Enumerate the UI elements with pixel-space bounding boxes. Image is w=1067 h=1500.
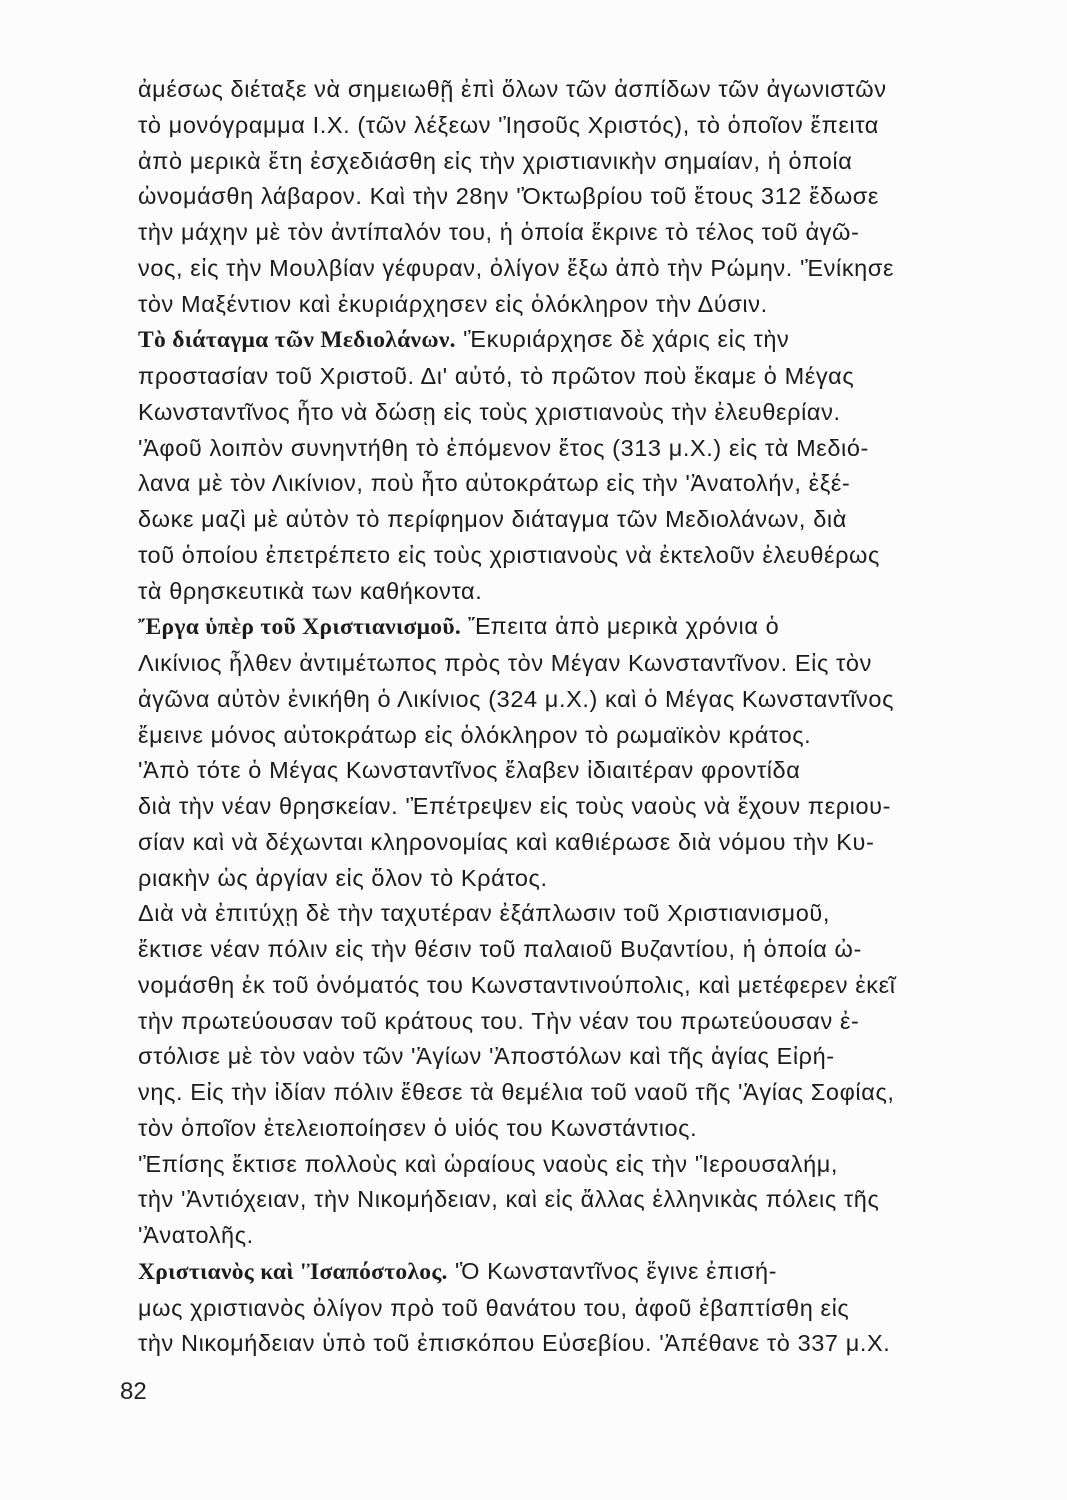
- section-heading: Χριστιανὸς καὶ 'Ἰσαπόστολος.: [138, 1258, 448, 1285]
- line-text: διὰ τὴν νέαν θρησκείαν. 'Ἐπέτρεψεν εἰς τοὺς ναοὺς νὰ ἔχουν περιου-: [138, 793, 892, 819]
- text-line: [138, 932, 984, 968]
- line-text: 'Ἀφοῦ λοιπὸν συνηντήθη τὸ ἑπόμενον ἔτος (313 μ.Χ.) εἰς τὰ Μεδιό-: [138, 434, 869, 461]
- text-line: [138, 825, 984, 861]
- text-line: [138, 753, 984, 789]
- line-text: ἀπὸ μερικὰ ἔτη ἐσχεδιάσθη εἰς τὴν χριστιανικὴν σημαίαν, ἡ ὁποία: [138, 147, 853, 174]
- line-text: προστασίαν τοῦ Χριστοῦ. Δι' αὐτό, τὸ πρῶτον ποὺ ἔκαμε ὁ Μέγας: [138, 363, 855, 389]
- text-line: [138, 609, 984, 646]
- line-text: 'Ἐκυριάρχησε δὲ χάρις εἰς τὴν: [462, 326, 790, 353]
- text-line: [138, 1147, 984, 1183]
- text-line: [138, 574, 984, 610]
- line-text: τὴν 'Ἀντιόχειαν, τὴν Νικομήδειαν, καὶ εἰς ἄλλας ἑλληνικὰς πόλεις τῆς: [138, 1186, 880, 1213]
- line-text: 'Ἐπίσης ἔκτισε πολλοὺς καὶ ὡραίους ναοὺς εἰς τὴν 'Ἱερουσαλήμ,: [138, 1150, 839, 1177]
- line-text: Ἔπειτα ἀπὸ μερικὰ χρόνια ὁ: [468, 613, 780, 640]
- text-line: [138, 682, 984, 718]
- text-line: [138, 789, 984, 825]
- line-text: ἀμέσως διέταξε νὰ σημειωθῇ ἐπὶ ὅλων τῶν ἀσπίδων τῶν ἀγωνιστῶν: [138, 76, 887, 102]
- section-heading: Ἔργα ὑπὲρ τοῦ Χριστιανισμοῦ.: [138, 614, 461, 641]
- line-text: τὴν μάχην μὲ τὸν ἀντίπαλόν του, ἡ ὁποία ἔκρινε τὸ τέλος τοῦ ἀγῶ-: [138, 219, 860, 245]
- text-line: [138, 538, 984, 574]
- line-text: τὴν πρωτεύουσαν τοῦ κράτους του. Τὴν νέαν του πρωτεύουσαν ἐ-: [138, 1007, 860, 1034]
- text-line: [138, 1291, 984, 1327]
- text-line: [138, 1218, 984, 1254]
- line-text: ἀγῶνα αὐτὸν ἐνικήθη ὁ Λικίνιος (324 μ.Χ.) καὶ ὁ Μέγας Κωνσταντῖνος: [138, 685, 894, 712]
- line-text: λανα μὲ τὸν Λικίνιον, ποὺ ἦτο αὐτοκράτωρ εἰς τὴν 'Ἀνατολήν, ἐξέ-: [138, 470, 851, 497]
- text-line: [138, 718, 984, 754]
- text-line: [138, 251, 984, 287]
- text-line: [138, 215, 984, 251]
- line-text: 'Ἀνατολῆς.: [138, 1222, 254, 1248]
- text-line: [138, 466, 984, 502]
- line-text: νος, εἰς τὴν Μουλβίαν γέφυραν, ὀλίγον ἔξω ἀπὸ τὴν Ρώμην. 'Ἐνίκησε: [138, 254, 895, 281]
- line-text: τοῦ ὁποίου ἐπετρέπετο εἰς τοὺς χριστιανοὺς νὰ ἐκτελοῦν ἐλευθέρως: [138, 541, 880, 568]
- line-text: τὸν Μαξέντιον καὶ ἐκυριάρχησεν εἰς ὁλόκληρον τὴν Δύσιν.: [138, 290, 768, 317]
- text-line: [138, 1075, 984, 1111]
- line-text: τὸν ὁποῖον ἐτελειοποίησεν ὁ υἱός του Κωνστάντιος.: [138, 1114, 698, 1141]
- line-text: 'Ὁ Κωνσταντῖνος ἔγινε ἐπισή-: [454, 1257, 778, 1284]
- line-text: ἔκτισε νέαν πόλιν εἰς τὴν θέσιν τοῦ παλαιοῦ Βυζαντίου, ἡ ὁποία ὠ-: [138, 936, 862, 962]
- text-line: [138, 431, 984, 467]
- text-line: [138, 1039, 984, 1075]
- text-line: [138, 1182, 984, 1218]
- text-line: [138, 1254, 984, 1291]
- page-number: 82: [120, 1378, 147, 1405]
- text-line: [138, 179, 984, 215]
- line-text: ἔμεινε μόνος αὐτοκράτωρ εἰς ὁλόκληρον τὸ ρωμαϊκὸν κράτος.: [138, 721, 812, 748]
- section-heading: Τὸ διάταγμα τῶν Μεδιολάνων.: [138, 327, 456, 354]
- line-text: Διὰ νὰ ἐπιτύχῃ δὲ τὴν ταχυτέραν ἐξάπλωσιν τοῦ Χριστιανισμοῦ,: [138, 900, 830, 927]
- line-text: τὸ μονόγραμμα Ι.Χ. (τῶν λέξεων 'Ἰησοῦς Χριστός), τὸ ὁποῖον ἔπειτα: [138, 111, 879, 138]
- text-line: [138, 502, 984, 538]
- text-line: [138, 359, 984, 395]
- text-line: [138, 1004, 984, 1040]
- line-text: Λικίνιος ἦλθεν ἀντιμέτωπος πρὸς τὸν Μέγαν Κωνσταντῖνον. Εἰς τὸν: [138, 650, 872, 676]
- line-text: Κωνσταντῖνος ἦτο νὰ δώσῃ εἰς τοὺς χριστιανοὺς τὴν ἐλευθερίαν.: [138, 398, 841, 425]
- text-line: [138, 144, 984, 180]
- text-line: [138, 72, 984, 108]
- text-line: [138, 287, 984, 323]
- line-text: δωκε μαζὶ μὲ αὐτὸν τὸ περίφημον διάταγμα τῶν Μεδιολάνων, διὰ: [138, 506, 847, 532]
- text-line: [138, 1111, 984, 1147]
- text-line: [138, 896, 984, 932]
- line-text: τὰ θρησκευτικὰ των καθήκοντα.: [138, 577, 483, 604]
- text-line: [138, 646, 984, 682]
- text-line: [138, 1326, 984, 1362]
- text-line: [138, 108, 984, 144]
- body-text: [138, 72, 984, 1362]
- text-line: [138, 968, 984, 1004]
- line-text: ὠνομάσθη λάβαρον. Καὶ τὴν 28ην 'Ὀκτωβρίου τοῦ ἔτους 312 ἔδωσε: [138, 183, 879, 210]
- text-line: [138, 861, 984, 897]
- line-text: μως χριστιανὸς ὀλίγον πρὸ τοῦ θανάτου του, ἀφοῦ ἐβαπτίσθη εἰς: [138, 1294, 850, 1321]
- line-text: ριακὴν ὡς ἀργίαν εἰς ὅλον τὸ Κράτος.: [138, 864, 548, 891]
- line-text: νομάσθη ἐκ τοῦ ὀνόματός του Κωνσταντινούπολις, καὶ μετέφερεν ἐκεῖ: [138, 971, 896, 998]
- text-line: [138, 322, 984, 359]
- line-text: τὴν Νικομήδειαν ὑπὸ τοῦ ἐπισκόπου Εὐσεβίου. 'Ἀπέθανε τὸ 337 μ.Χ.: [138, 1330, 891, 1357]
- text-line: [138, 395, 984, 431]
- line-text: στόλισε μὲ τὸν ναὸν τῶν 'Ἁγίων 'Ἀποστόλων καὶ τῆς ἁγίας Εἰρή-: [138, 1043, 835, 1070]
- line-text: νης. Εἰς τὴν ἰδίαν πόλιν ἔθεσε τὰ θεμέλια τοῦ ναοῦ τῆς 'Ἁγίας Σοφίας,: [138, 1079, 895, 1105]
- line-text: 'Ἀπὸ τότε ὁ Μέγας Κωνσταντῖνος ἔλαβεν ἰδιαιτέραν φροντίδα: [138, 757, 801, 784]
- line-text: σίαν καὶ νὰ δέχωνται κληρονομίας καὶ καθιέρωσε διὰ νόμου τὴν Κυ-: [138, 828, 875, 855]
